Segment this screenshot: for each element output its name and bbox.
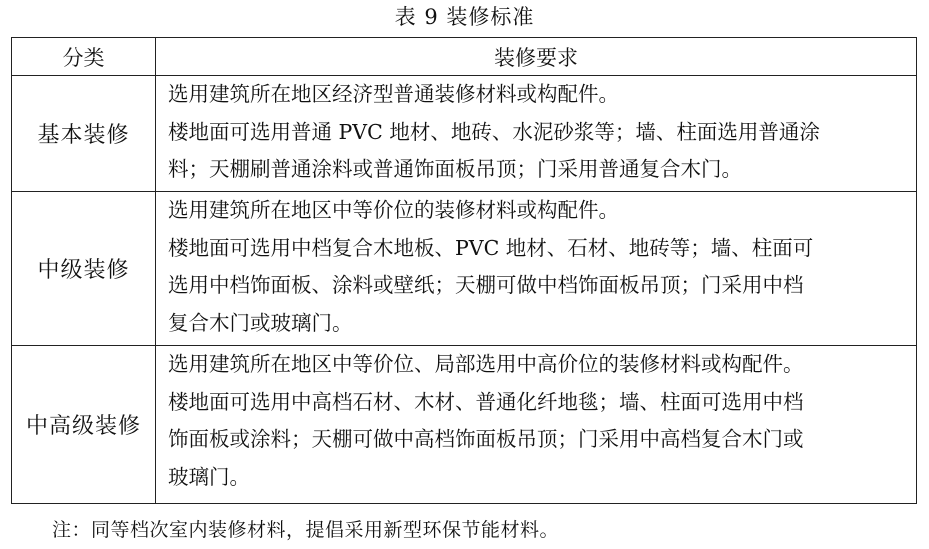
row-requirements-basic — [156, 76, 917, 192]
table-caption: 表 9 装修标准 — [394, 5, 535, 29]
decoration-standard-table — [11, 37, 917, 504]
requirement-line: 复合木门或玻璃门。 — [168, 310, 353, 335]
header-requirements: 装修要求 — [156, 38, 917, 76]
table-row — [12, 346, 917, 504]
table-header-row — [12, 38, 917, 76]
row-category-basic: 基本装修 — [12, 76, 156, 192]
requirement-line: 选用建筑所在地区经济型普通装修材料或构配件。 — [168, 82, 619, 106]
requirement-line: 饰面板或涂料；天棚可做中高档饰面板吊顶；门采用中高档复合木门或 — [168, 427, 804, 451]
table-note: 注：同等档次室内装修材料，提倡采用新型环保节能材料。 — [52, 519, 560, 541]
requirement-line: 选用建筑所在地区中等价位、局部选用中高价位的装修材料或构配件。 — [168, 352, 804, 376]
requirement-line: 玻璃门。 — [168, 464, 250, 489]
requirement-line: 选用建筑所在地区中等价位的装修材料或构配件。 — [168, 198, 619, 222]
row-category-intermediate: 中级装修 — [12, 192, 156, 346]
requirement-line: 料；天棚刷普通涂料或普通饰面板吊顶；门采用普通复合木门。 — [168, 157, 742, 181]
row-requirements-intermediate — [156, 192, 917, 346]
row-category-upper-intermediate: 中高级装修 — [12, 346, 156, 504]
row-requirements-upper-intermediate — [156, 346, 917, 504]
table-row — [12, 76, 917, 192]
requirement-line: 楼地面可选用普通 PVC 地材、地砖、水泥砂浆等；墙、柱面选用普通涂 — [168, 119, 820, 144]
header-category: 分类 — [12, 38, 156, 76]
requirement-line: 选用中档饰面板、涂料或壁纸；天棚可做中档饰面板吊顶；门采用中档 — [168, 273, 804, 297]
table-row — [12, 192, 917, 346]
requirement-line: 楼地面可选用中高档石材、木材、普通化纤地毯；墙、柱面可选用中档 — [168, 389, 804, 414]
requirement-line: 楼地面可选用中档复合木地板、PVC 地材、石材、地砖等；墙、柱面可 — [168, 235, 814, 260]
